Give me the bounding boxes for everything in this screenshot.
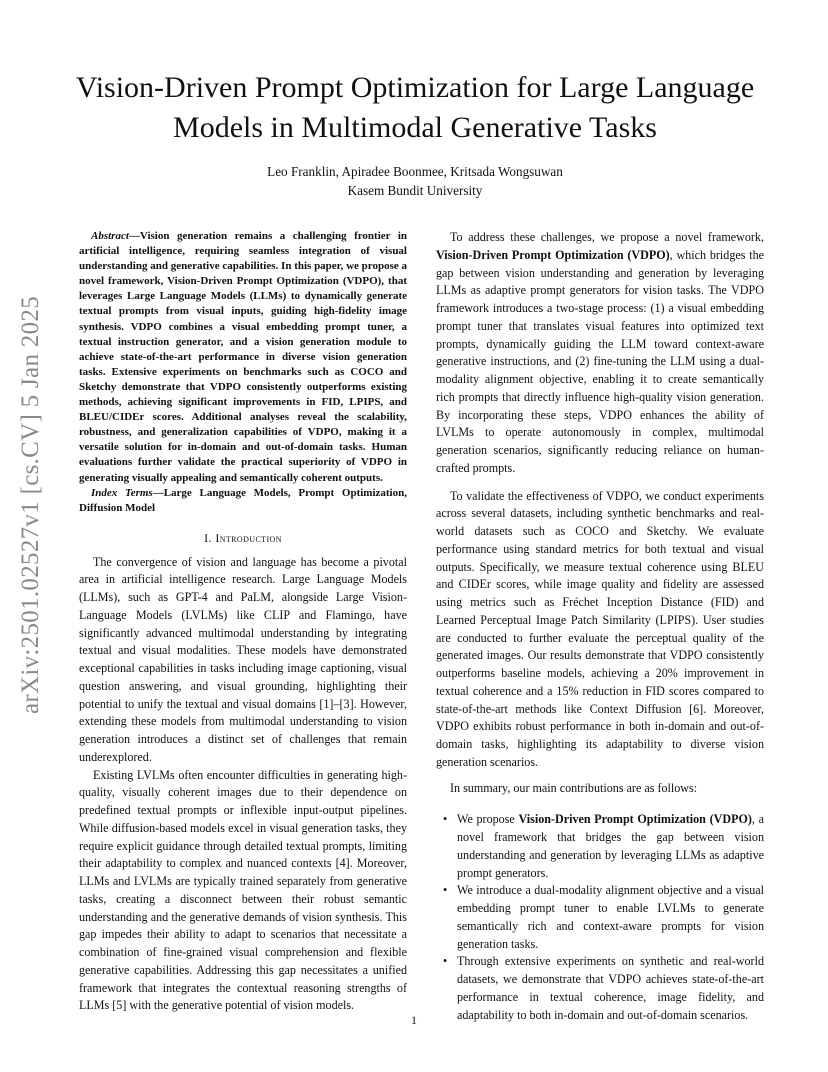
intro-paragraph-4: To validate the effectiveness of VDPO, we conduct experiments across several datasets, including synthetic benchmarks and real-world datasets such as COCO and Sketchy. We evaluate performance using standard metrics for both textual and visual outputs. Specifically, we measure textual coherence using BLEU and CIDEr scores, while image quality and fidelity are assessed using metrics such as Fréchet Inception Distance (FID) and Learned Perceptual Image Patch Similarity (LPIPS). User studies are conducted to further evaluate the perceptual quality of the generated images. Our results demonstrate that VDPO consistently outperforms baseline models, achieving a 20% improvement in textual coherence and a 15% reduction in FID scores compared to state-of-the-art methods like Context Diffusion [6]. Moreover, VDPO exhibits robust performance in both in-domain and out-of-domain tasks, highlighting its adaptability to diverse vision generation scenarios. [436,488,764,769]
intro-paragraph-3 [436,229,764,478]
paragraph-text: , which bridges the gap between vision understanding and generation by leveraging LLMs as adaptive prompt generators for vision tasks. The VDPO framework introduces a two-stage process: (1) a visual embedding prompt tuner that translates visual features into optimized text prompts, dynamically guiding the LLM toward context-aware generative instructions, and (2) fine-tuning the LLM using a dual-modality alignment objective, enabling it to create semantically rich prompts that directly influence high-quality vision generation. By incorporating these steps, VDPO enhances the ability of LVLMs to operate autonomously in complex, multimodal generation scenarios, significantly reducing reliance on human-crafted prompts. [436,247,764,475]
intro-paragraph-5: In summary, our main contributions are as follows: [450,780,698,795]
section-title: Introduction [215,530,282,545]
framework-name: Vision-Driven Prompt Optimization (VDPO) [518,812,752,827]
index-terms [79,486,407,516]
left-column [79,229,407,1015]
right-column [436,229,764,1024]
list-item-text: We propose [457,812,519,827]
section-heading-introduction [79,530,407,548]
affiliation: Kasem Bundit University [347,183,483,198]
author-block [60,162,770,200]
contributions-list [436,811,764,1024]
intro-paragraph-1: The convergence of vision and language has become a pivotal area in artificial intelligence research. Large Language Models (LLMs), such as GPT-4 and PaLM, alongside Large Vision-Language Models (LVLMs) like CLIP and Flamingo, have significantly advanced multimodal understanding by integrating textual and visual modalities. These models have demonstrated exceptional capabilities in tasks including image captioning, visual question answering, and visual grounding, highlighting their potential to unify the textual and visual domains [1]–[3]. However, extending these models from multimodal understanding to vision generation introduces a distinct set of challenges that remain underexplored. [79,554,407,764]
framework-name: Vision-Driven Prompt Optimization (VDPO) [436,247,670,262]
page-number: 1 [411,1013,417,1027]
paragraph-text: To address these challenges, we propose a novel framework, [450,230,764,244]
list-item: • Through extensive experiments on synthetic and real-world datasets, we demonstrate that VDPO achieves state-of-the-art performance in textual coherence, image fidelity, and adaptability to both in-domain and out-of-domain scenarios. [457,953,764,1024]
list-item [457,811,764,882]
author-names: Leo Franklin, Apiradee Boonmee, Kritsada Wongsuwan [267,164,563,179]
intro-paragraph-2: Existing LVLMs often encounter difficulties in generating high-quality, visually coherent images due to their dependence on predefined textual prompts or inflexible input-output pipelines. While diffusion-based models excel in visual generation tasks, they require explicit guidance through detailed textual prompts, limiting their adaptability to complex and nuanced contexts [4]. Moreover, LLMs and LVLMs are typically trained separately from generative tasks, creating a disconnect between their robust semantic understanding and the generative demands of vision synthesis. This gap impedes their ability to adapt to scenarios that necessitate a combination of fine-grained visual comprehension and flexible generative capabilities. Addressing this gap necessitates a unified framework that integrates the contextual reasoning strengths of LLMs [5] with the generative potential of vision models. [79,767,407,1013]
section-numeral: I. [204,530,216,545]
index-terms-text: —Large Language Models, Prompt Optimization, Diffusion Model [79,486,407,514]
index-terms-label: Index Terms [91,486,153,499]
list-item-text: , a novel framework that bridges the gap between vision understanding and generation by leveraging LLMs as adaptive prompt generators. [457,812,764,880]
abstract [79,229,407,486]
arxiv-identifier [6,245,56,765]
paper-title: Vision-Driven Prompt Optimization for Large Language Models in Multimodal Generative Tasks [75,71,755,144]
arxiv-identifier-text: arXiv:2501.02527v1 [cs.CV] 5 Jan 2025 [17,296,44,714]
abstract-label: Abstract [91,230,129,242]
abstract-text: —Vision generation remains a challenging frontier in artificial intelligence, requiring seamless integration of visual understanding and generative capabilities. In this paper, we propose a novel framework, Vision-Driven Prompt Optimization (VDPO), that leverages Large Language Models (LLMs) to dynamically generate textual prompts from visual inputs, guiding high-fidelity image synthesis. VDPO combines a visual embedding prompt tuner, a textual instruction generator, and a vision generation module to achieve state-of-the-art performance in diverse vision generation tasks. Extensive experiments on benchmarks such as COCO and Sketchy demonstrate that VDPO consistently outperforms existing methods, achieving significant improvements in FID, LPIPS, and BLEU/CIDEr scores. Additional analyses reveal the scalability, robustness, and generalization capabilities of VDPO, making it a versatile solution for in-domain and out-of-domain tasks. Human evaluations further validate the practical superiority of VDPO in generating visually appealing and semantically coherent outputs. [79,230,407,484]
list-item: • We introduce a dual-modality alignment objective and a visual embedding prompt tuner to enable LVLMs to generate semantically rich and context-aware prompts for vision generation tasks. [457,882,764,953]
